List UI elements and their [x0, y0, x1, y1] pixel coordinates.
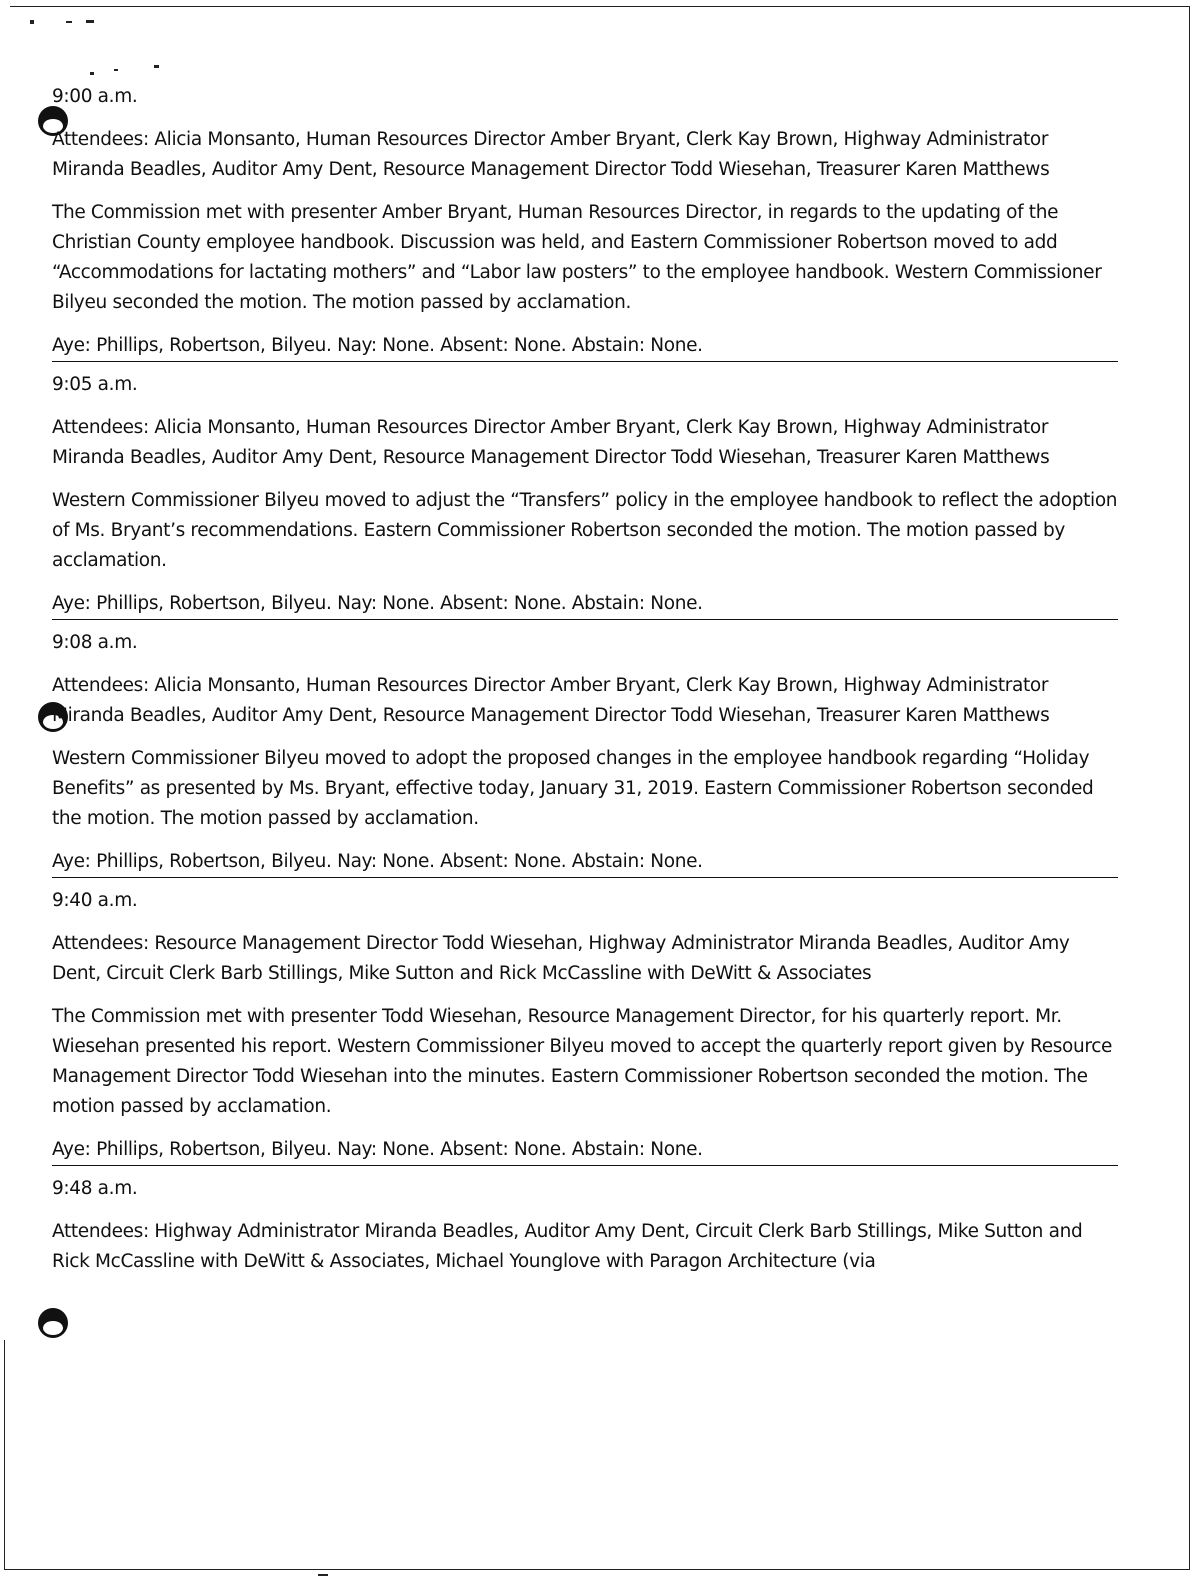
- entry-attendees: Attendees: Alicia Monsanto, Human Resources Director Amber Bryant, Clerk Kay Brown, Highway Administrator Miranda Beadles, Auditor Amy Dent, Resource Management Director Todd Wiesehan, Treasurer Karen Matthews: [52, 675, 1050, 726]
- scan-speck: [318, 1574, 328, 1576]
- page-border-top: [10, 6, 1190, 7]
- minutes-entry: [52, 1174, 1118, 1277]
- entry-vote: Aye: Phillips, Robertson, Bilyeu. Nay: None. Absent: None. Abstain: None.: [52, 589, 1118, 620]
- minutes-entry: [52, 82, 1118, 362]
- minutes-content: [52, 82, 1118, 1290]
- scan-speck: [30, 20, 34, 24]
- minutes-entry: [52, 886, 1118, 1166]
- entry-attendees: Attendees: Alicia Monsanto, Human Resources Director Amber Bryant, Clerk Kay Brown, Highway Administrator Miranda Beadles, Auditor Amy Dent, Resource Management Director Todd Wiesehan, Treasurer Karen Matthews: [52, 417, 1050, 468]
- scan-speck: [90, 72, 94, 75]
- entry-attendees: Attendees: Highway Administrator Miranda Beadles, Auditor Amy Dent, Circuit Clerk Barb Stillings, Mike Sutton and Rick McCassline with DeWitt & Associates, Michael Younglove with Paragon Architecture (via: [52, 1221, 1083, 1272]
- page-border-bottom: [4, 1569, 1190, 1570]
- entry-vote: Aye: Phillips, Robertson, Bilyeu. Nay: None. Absent: None. Abstain: None.: [52, 847, 1118, 878]
- entry-time: 9:05 a.m.: [52, 374, 138, 395]
- scan-speck: [154, 65, 159, 68]
- entry-body: Western Commissioner Bilyeu moved to adopt the proposed changes in the employee handbook regarding “Holiday Benefits” as presented by Ms. Bryant, effective today, January 31, 2019. Eastern Commissioner Robertson seconded the motion. The motion passed by acclamation.: [52, 748, 1094, 829]
- entry-time: 9:08 a.m.: [52, 632, 138, 653]
- entry-time: 9:00 a.m.: [52, 86, 138, 107]
- entry-body: Western Commissioner Bilyeu moved to adjust the “Transfers” policy in the employee handbook to reflect the adoption of Ms. Bryant’s recommendations. Eastern Commissioner Robertson seconded the motion. The motion passed by acclamation.: [52, 490, 1118, 571]
- entry-vote: Aye: Phillips, Robertson, Bilyeu. Nay: None. Absent: None. Abstain: None.: [52, 331, 1118, 362]
- minutes-entry: [52, 628, 1118, 878]
- scan-speck: [66, 21, 72, 23]
- entry-attendees: Attendees: Resource Management Director Todd Wiesehan, Highway Administrator Miranda Beadles, Auditor Amy Dent, Circuit Clerk Barb Stillings, Mike Sutton and Rick McCassline with DeWitt & Associates: [52, 933, 1070, 984]
- scan-speck: [86, 20, 94, 23]
- minutes-entry: [52, 370, 1118, 620]
- entry-time: 9:40 a.m.: [52, 890, 138, 911]
- hole-punch-icon: [36, 1306, 70, 1340]
- entry-attendees: Attendees: Alicia Monsanto, Human Resources Director Amber Bryant, Clerk Kay Brown, Highway Administrator Miranda Beadles, Auditor Amy Dent, Resource Management Director Todd Wiesehan, Treasurer Karen Matthews: [52, 129, 1050, 180]
- entry-body: The Commission met with presenter Amber Bryant, Human Resources Director, in regards to the updating of the Christian County employee handbook. Discussion was held, and Eastern Commissioner Robertson moved to add “Accommodations for lactating mothers” and “Labor law posters” to the employee handbook. Western Commissioner Bilyeu seconded the motion. The motion passed by acclamation.: [52, 202, 1102, 313]
- scan-speck: [114, 69, 118, 71]
- page-border-right: [1189, 6, 1190, 1570]
- entry-time: 9:48 a.m.: [52, 1178, 138, 1199]
- entry-vote: Aye: Phillips, Robertson, Bilyeu. Nay: None. Absent: None. Abstain: None.: [52, 1135, 1118, 1166]
- entry-body: The Commission met with presenter Todd Wiesehan, Resource Management Director, for his quarterly report. Mr. Wiesehan presented his report. Western Commissioner Bilyeu moved to accept the quarterly report given by Resource Management Director Todd Wiesehan into the minutes. Eastern Commissioner Robertson seconded the motion. The motion passed by acclamation.: [52, 1006, 1113, 1117]
- page-border-left: [4, 1340, 5, 1570]
